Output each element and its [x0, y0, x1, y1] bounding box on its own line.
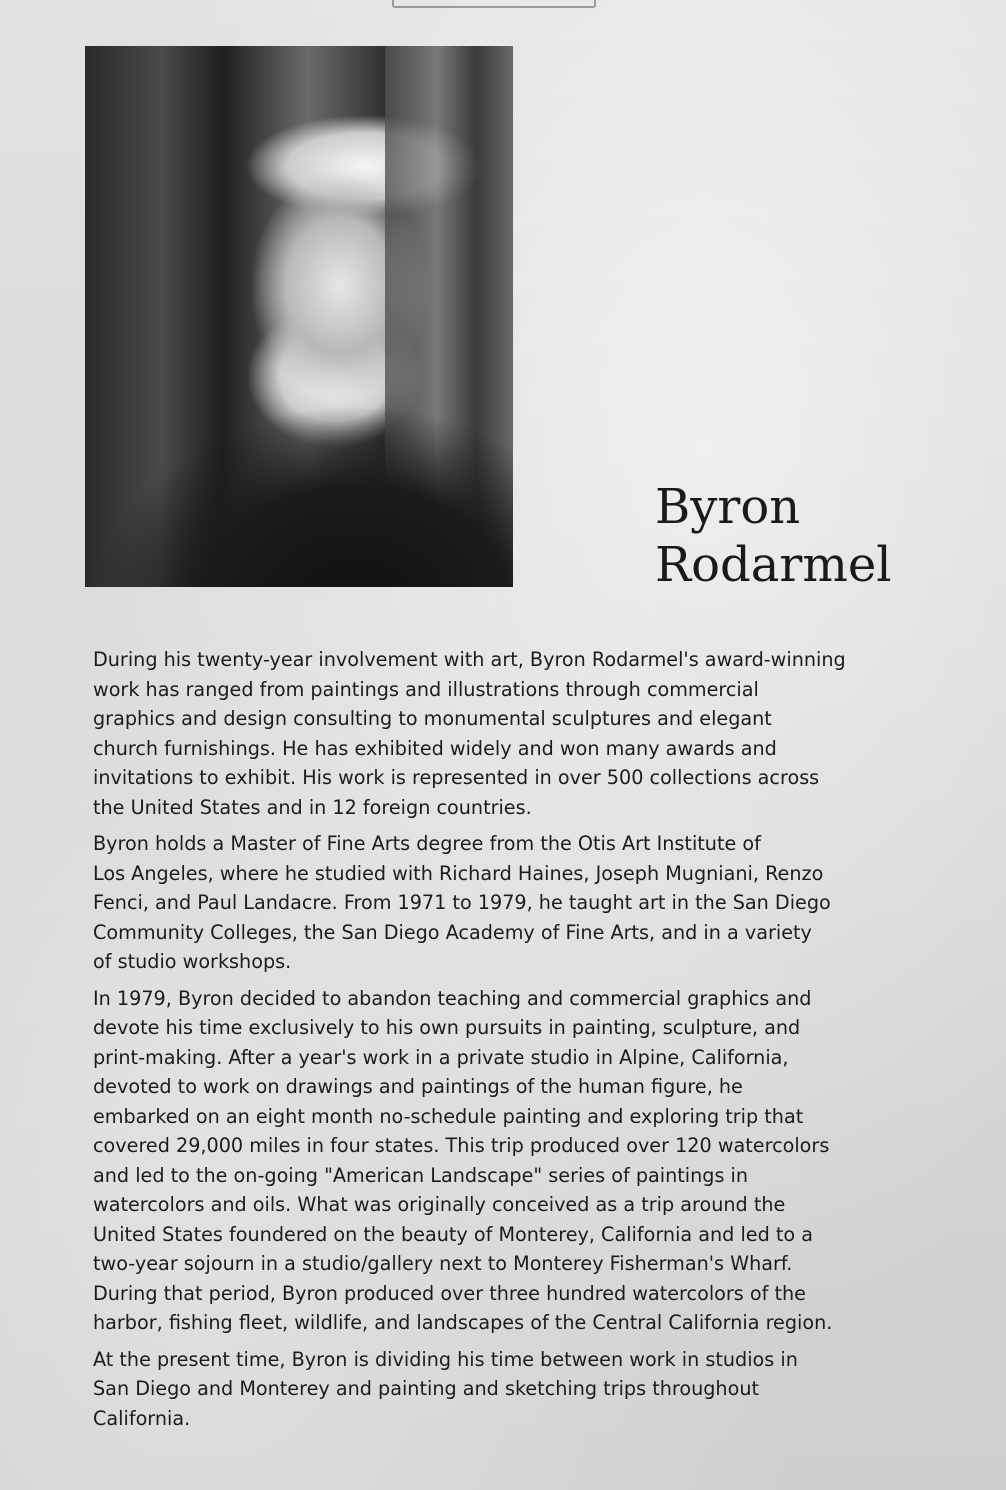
portrait-photo	[85, 46, 513, 587]
bio-paragraph-1: During his twenty-year involvement with art, Byron Rodarmel's award-winning work has ranged from paintings and illustrations through commercial graphics and design consulting to monumental sculptures and elegant church furnishings. He has exhibited widely and won many awards and invitations to exhibit. His work is represented in over 500 collections across the United States and in 12 foreign countries.	[93, 648, 846, 819]
artist-name	[655, 478, 892, 594]
artist-name-last: Rodarmel	[655, 537, 892, 593]
page-top-tab	[392, 0, 596, 8]
bio-paragraph-4: At the present time, Byron is dividing his time between work in studios in San Diego and Monterey and painting and sketching trips throughout California.	[93, 1347, 798, 1430]
photo-shoulders	[85, 376, 513, 587]
bio-paragraph-3: In 1979, Byron decided to abandon teaching and commercial graphics and devote his time exclusively to his own pursuits in painting, sculpture, and print-making. After a year's work in a private studio in Alpine, California, devoted to work on drawings and paintings of the human figure, he embarked on an eight month no-schedule painting and exploring trip that covered 29,000 miles in four states. This trip produced over 120 watercolors and led to the on-going "American Landscape" series of paintings in watercolors and oils. What was originally conceived as a trip around the United States foundered on the beauty of Monterey, California and led to a two-year sojourn in a studio/gallery next to Monterey Fisherman's Wharf. During that period, Byron produced over three hundred watercolors of the harbor, fishing fleet, wildlife, and landscapes of the Central California region.	[93, 986, 833, 1334]
biography	[93, 645, 951, 1440]
bio-paragraph-2: Byron holds a Master of Fine Arts degree from the Otis Art Institute of Los Angeles, where he studied with Richard Haines, Joseph Mugniani, Renzo Fenci, and Paul Landacre. From 1971 to 1979, he taught art in the San Diego Community Colleges, the San Diego Academy of Fine Arts, and in a variety of studio workshops.	[93, 832, 831, 973]
artist-name-first: Byron	[655, 479, 801, 535]
